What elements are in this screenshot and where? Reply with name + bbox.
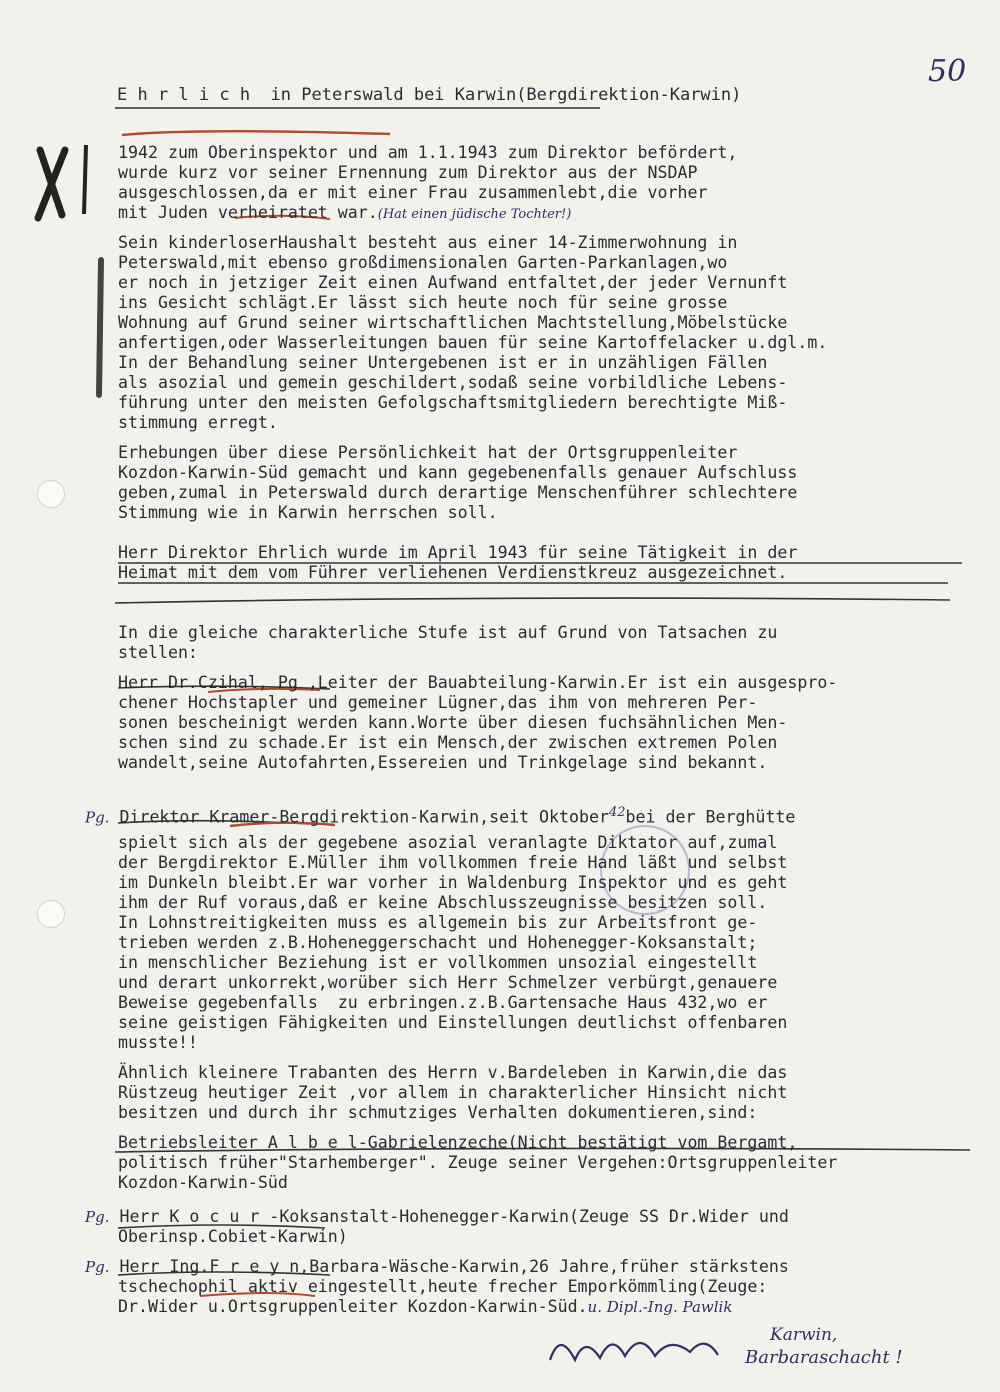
para3-line: Kozdon-Karwin-Süd gemacht und kann gegebenenfalls genauer Aufschluss — [118, 463, 798, 482]
para3-line: geben,zumal in Peterswald durch derartige Menschenführer schlechtere — [118, 483, 798, 502]
para5-line: In die gleiche charakterliche Stufe ist auf Grund von Tatsachen zu — [118, 623, 778, 642]
pg-handnote: Pg. — [85, 1208, 110, 1226]
para2-line: ins Gesicht schlägt.Er lässt sich heute noch für seine grosse — [118, 293, 728, 312]
para2-line: In der Behandlung seiner Untergebenen ist er in unzähligen Fällen — [118, 353, 768, 372]
para9-line: politisch früher"Starhemberger". Zeuge seiner Vergehen:Ortsgruppenleiter — [118, 1153, 838, 1172]
para6-line: chener Hochstapler und gemeiner Lügner,das ihm von mehreren Per- — [118, 693, 758, 712]
para7-line: In Lohnstreitigkeiten muss es allgemein bis zur Arbeitsfront ge- — [118, 913, 758, 932]
para7-line: der Bergdirektor E.Müller ihm vollkommen freie Hand läßt und selbst — [118, 853, 788, 872]
handwritten-note: (Hat einen jüdische Tochter!) — [377, 207, 572, 222]
para4-line: Herr Direktor Ehrlich wurde im April 1943 für seine Tätigkeit in der — [118, 543, 798, 562]
para9-line: Kozdon-Karwin-Süd — [118, 1173, 288, 1192]
para6-line: Herr Dr.Czihal, Pg ,Leiter der Bauabteilung-Karwin.Er ist ein ausgespro- — [118, 673, 838, 692]
handwritten-year: 42 — [609, 805, 626, 820]
pg-handnote: Pg. — [85, 808, 110, 827]
para7-line: Beweise gegebenfalls zu erbringen.z.B.Gartensache Haus 432,wo er — [118, 993, 768, 1012]
para2-line: führung unter den meisten Gefolgschaftsmitgliedern berechtigte Miß- — [118, 393, 788, 412]
para2-line: Wohnung auf Grund seiner wirtschaftlichen Machtstellung,Möbelstücke — [118, 313, 788, 332]
para1-line: wurde kurz vor seiner Ernennung zum Direktor aus der NSDAP — [118, 163, 698, 182]
para1-line: 1942 zum Oberinspektor und am 1.1.1943 zum Direktor befördert, — [118, 143, 738, 162]
para6-line: sonen bescheinigt werden kann.Worte über diesen fuchsähnlichen Men- — [118, 713, 788, 732]
para7-line: trieben werden z.B.Hohenegg​erschacht und Hohenegger-Koksanstalt; — [118, 933, 758, 952]
para6-line: schen sind zu schade.Er ist ein Mensch,der zwischen extremen Polen — [118, 733, 778, 752]
para2-line: als asozial und gemein geschildert,sodaß seine vorbildliche Lebens- — [118, 373, 788, 392]
para2-line: Peterswald,mit ebenso großdimensionalen Garten-Parkanlagen,wo — [118, 253, 728, 272]
para8-line: Ähnlich kleinere Trabanten des Herrn v.Bardeleben in Karwin,die das — [118, 1063, 788, 1082]
para7-line: im Dunkeln bleibt.Er war vorher in Waldenburg Inspektor und es geht — [118, 873, 788, 892]
title-name: E h r l i c h — [117, 85, 251, 105]
page-number: 50 — [928, 54, 967, 89]
para4-line: Heimat mit dem vom Führer verliehenen Verdienstkreuz ausgezeichnet. — [118, 563, 788, 582]
title-location: in Peterswald bei Karwin — [270, 85, 517, 105]
para7-line: und derart unkorrekt,worüber sich Herr Schmelzer verbürgt,genauere — [118, 973, 778, 992]
para2-line: stimmung erregt. — [118, 413, 278, 432]
para1-line: ausgeschlossen,da er mit einer Frau zusammenlebt,die vorher — [118, 183, 708, 202]
para8-line: Rüstzeug heutiger Zeit ,vor allem in charakterlicher Hinsicht nicht — [118, 1083, 788, 1102]
para1-line: mit Juden verheiratet war.(Hat einen jüdische Tochter!) — [118, 203, 572, 222]
para2-line: er noch in jetziger Zeit einen Aufwand entfaltet,der jeder Vernunft — [118, 273, 788, 292]
para7-line: in menschlicher Beziehung ist er vollkommen unsozial eingestellt — [118, 953, 758, 972]
para7-line: spielt sich als der gegebene asozial veranlagte Diktator auf,zumal — [118, 833, 778, 852]
pg-handnote: Pg. — [85, 1258, 110, 1276]
para3-line: Erhebungen über diese Persönlichkeit hat der Ortsgruppenleiter — [118, 443, 738, 462]
para7-line: seine geistigen Fähigkeiten und Einstellungen deutlichst offenbaren — [118, 1013, 788, 1032]
handwritten-note-line: Karwin, — [770, 1325, 838, 1345]
para7-first-line: Pg. Direktor Kramer-Bergdirektion-Karwin,seit Oktober$^{42}$bei der Berghütte — [85, 805, 796, 827]
para2-line: anfertigen,oder Wasserleitungen bauen für seine Kartoffelacker u.dgl.m. — [118, 333, 828, 352]
para10-first-line: Pg. Herr K o c u r -Koksanstalt-Hohenegger-Karwin(Zeuge SS Dr.Wider und — [85, 1207, 789, 1226]
para2-line: Sein kinderloserHaushalt besteht aus einer 14-Zimmerwohnung in — [118, 233, 738, 252]
para11-line: tschechophil aktiv eingestellt,heute frecher Emporkömmling(Zeuge: — [118, 1277, 768, 1296]
title-direction: (Bergdirektion-Karwin) — [516, 85, 742, 105]
para11-first-line: Pg. Herr Ing.F r e y n,Barbara-Wäsche-Karwin,26 Jahre,früher stärkstens — [85, 1257, 789, 1276]
para7-line: musste!! — [118, 1033, 198, 1052]
handwritten-note-line: Barbaraschacht ! — [745, 1347, 903, 1368]
document-title — [117, 85, 741, 105]
para6-line: wandelt,seine Autofahrten,Essereien und Trinkgelage sind bekannt. — [118, 753, 768, 772]
para3-line: Stimmung wie in Karwin herrschen soll. — [118, 503, 498, 522]
para7-line: ihm der Ruf voraus,daß er keine Abschlusszeugnisse besitzen soll. — [118, 893, 768, 912]
para9-line: Betriebsleiter A l b e l-Gabrielenzeche(Nicht bestätigt vom Bergamt, — [118, 1133, 798, 1152]
para5-line: stellen: — [118, 643, 198, 662]
para10-line: Oberinsp.Cobiet-Karwin) — [118, 1227, 348, 1246]
handwritten-note: u. Dipl.-Ing. Pawlik — [587, 1298, 733, 1316]
para8-line: besitzen und durch ihr schmutziges Verhalten dokumentieren,sind: — [118, 1103, 758, 1122]
para11-line: Dr.Wider u.Ortsgruppenleiter Kozdon-Karwin-Süd.u. Dipl.-Ing. Pawlik — [118, 1297, 733, 1316]
